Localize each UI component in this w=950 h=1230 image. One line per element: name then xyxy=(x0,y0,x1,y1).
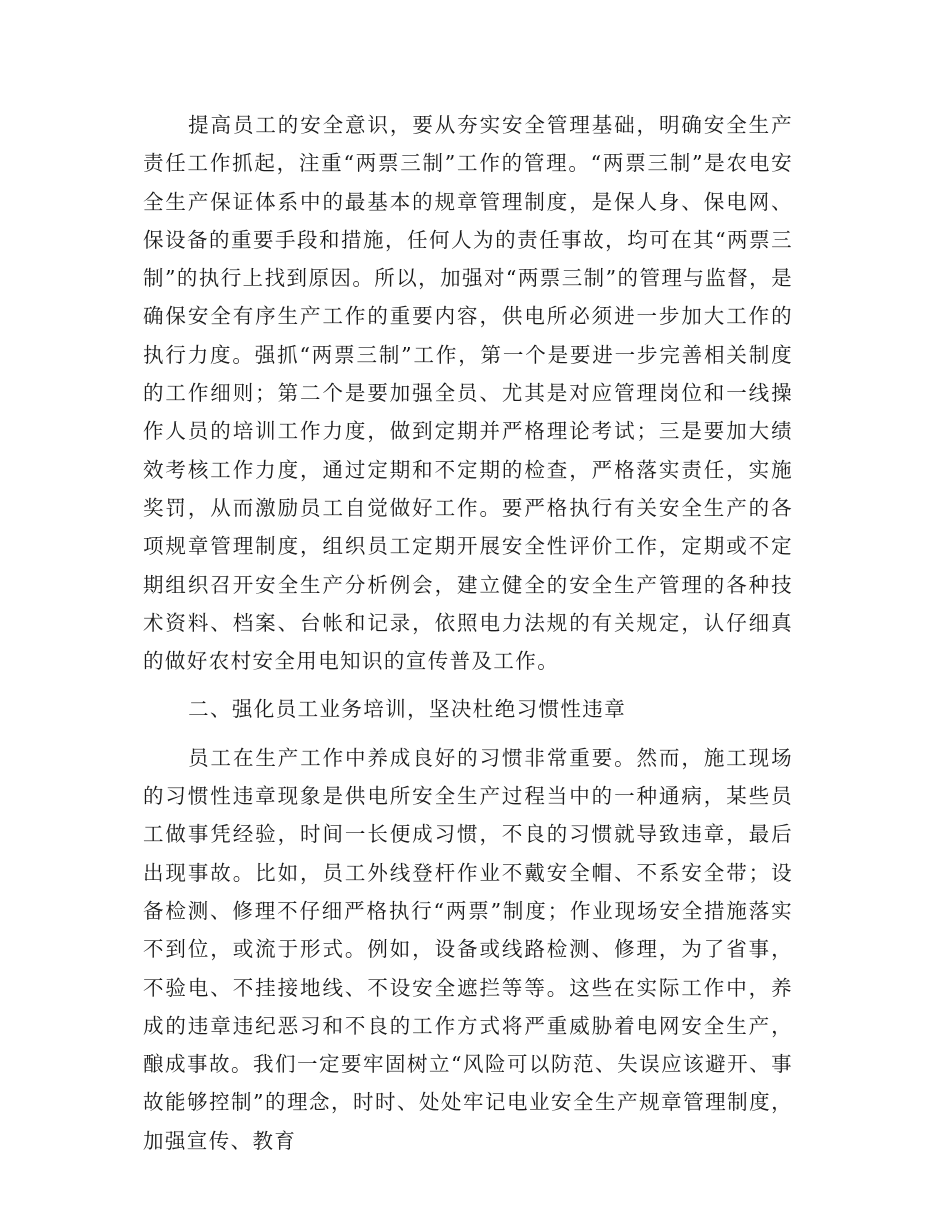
section-heading: 二、强化员工业务培训，坚决杜绝习惯性违章 xyxy=(188,697,627,722)
document-page xyxy=(143,106,793,1160)
body-paragraph: 员工在生产工作中养成良好的习惯非常重要。然而，施工现场的习惯性违章现象是供电所安全生产过程当中的一种通病，某些员工做事凭经验，时间一长便成习惯，不良的习惯就导致违章，最后出现事故。比如，员工外线登杆作业不戴安全帽、不系安全带；设备检测、修理不仔细严格执行“两票”制度；作业现场安全措施落实不到位，或流于形式。例如，设备或线路检测、修理，为了省事，不验电、不挂接地线、不设安全遮拦等等。这些在实际工作中，养成的违章违纪恶习和不良的工作方式将严重威胁着电网安全生产，酿成事故。我们一定要牢固树立“风险可以防范、失误应该避开、事故能够控制”的理念，时时、处处牢记电业安全生产规章管理制度，加强宣传、教育 xyxy=(143,745,793,1153)
body-paragraph: 提高员工的安全意识，要从夯实安全管理基础，明确安全生产责任工作抓起，注重“两票三制”工作的管理。“两票三制”是农电安全生产保证体系中的最基本的规章管理制度，是保人身、保电网、保设备的重要手段和措施，任何人为的责任事故，均可在其“两票三制”的执行上找到原因。所以，加强对“两票三制”的管理与监督，是确保安全有序生产工作的重要内容，供电所必须进一步加大工作的执行力度。强抓“两票三制”工作，第一个是要进一步完善相关制度的工作细则；第二个是要加强全员、尤其是对应管理岗位和一线操作人员的培训工作力度，做到定期并严格理论考试；三是要加大绩效考核工作力度，通过定期和不定期的检查，严格落实责任，实施奖罚，从而激励员工自觉做好工作。要严格执行有关安全生产的各项规章管理制度，组织员工定期开展安全性评价工作，定期或不定期组织召开安全生产分析例会，建立健全的安全生产管理的各种技术资料、档案、台帐和记录，依照电力法规的有关规定，认仔细真的做好农村安全用电知识的宣传普及工作。 xyxy=(143,113,793,674)
